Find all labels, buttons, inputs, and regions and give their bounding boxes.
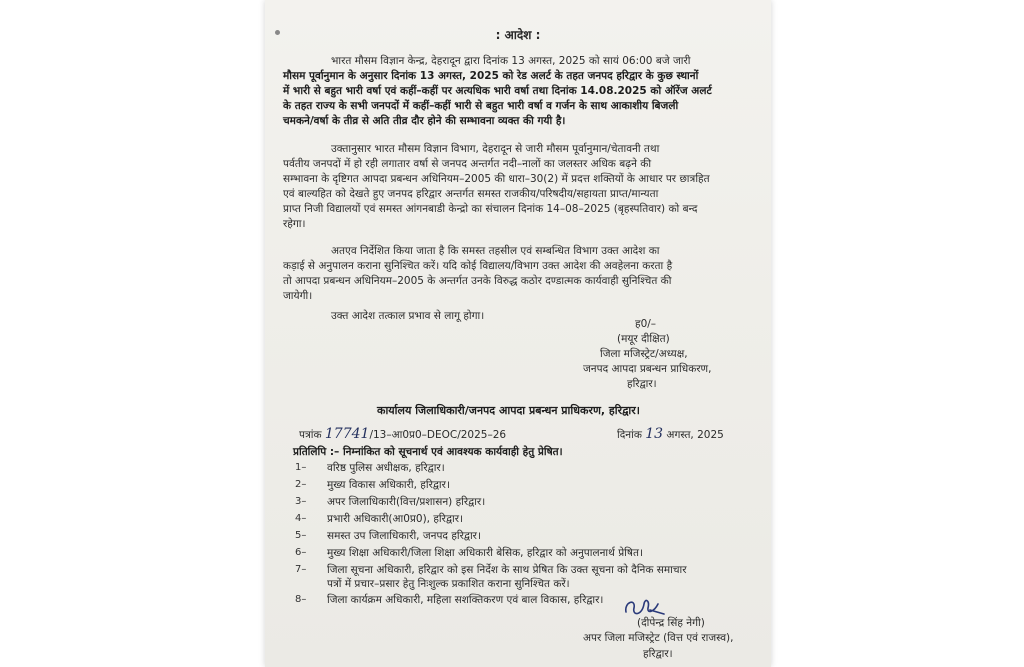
copy-heading: प्रतिलिपि :– निम्नांकित को सूचनार्थ एवं आवश्यक कार्यवाही हेतु प्रेषित। bbox=[293, 446, 563, 458]
signatory2-name: (दीपेन्द्र सिंह नेगी) bbox=[637, 617, 705, 629]
office-line: कार्यालय जिलाधिकारी/जनपद आपदा प्रबन्धन प्राधिकरण, हरिद्वार। bbox=[377, 404, 640, 417]
handwritten-day: 13 bbox=[645, 426, 664, 442]
recipient-number: 4– bbox=[295, 513, 307, 524]
recipient-item: मुख्य विकास अधिकारी, हरिद्वार। bbox=[327, 479, 450, 491]
para2-line: उक्तानुसार भारत मौसम विज्ञान विभाग, देहरादून से जारी मौसम पूर्वानुमान/चेतावनी तथा bbox=[331, 143, 660, 155]
letter-prefix: पत्रांक bbox=[299, 429, 322, 441]
para2-line: सम्भावना के दृष्टिगत आपदा प्रबन्धन अधिनियम–2005 की धारा–30(2) में प्रदत्त शक्तियों के आधार पर छात्रहित bbox=[283, 173, 710, 185]
sd-mark: ह0/– bbox=[635, 318, 657, 330]
recipient-number: 7– bbox=[295, 564, 307, 575]
signatory1-name: (मयूर दीक्षित) bbox=[617, 333, 670, 345]
para1-line: के तहत राज्य के सभी जनपदों में कहीं–कहीं भारी से बहुत भारी वर्षा व गर्जन के साथ आकाशीय बिजली bbox=[283, 100, 679, 112]
para3-line: जायेगी। bbox=[283, 290, 313, 302]
recipient-number: 6– bbox=[295, 547, 307, 558]
signatory1-place: हरिद्वार। bbox=[627, 378, 657, 390]
para2-line: प्राप्त निजी विद्यालयों एवं समस्त आंगनबाडी केन्द्रो का संचालन दिनांक 14–08–2025 (बृहस्पतिवार) को बन्द bbox=[283, 203, 698, 215]
para4-line: उक्त आदेश तत्काल प्रभाव से लागू होगा। bbox=[331, 310, 485, 322]
order-document bbox=[265, 0, 771, 667]
recipient-item: मुख्य शिक्षा अधिकारी/जिला शिक्षा अधिकारी बेसिक, हरिद्वार को अनुपालनार्थ प्रेषित। bbox=[327, 547, 643, 559]
recipient-item: समस्त उप जिलाधिकारी, जनपद हरिद्वार। bbox=[327, 530, 481, 542]
para1-line: भारत मौसम विज्ञान केन्द्र, देहरादून द्वारा दिनांक 13 अगस्त, 2025 को सायं 06:00 बजे जारी bbox=[331, 55, 691, 67]
recipient-number: 5– bbox=[295, 530, 307, 541]
recipient-number: 8– bbox=[295, 594, 307, 605]
recipient-item: जिला कार्यक्रम अधिकारी, महिला सशक्तिकरण एवं बाल विकास, हरिद्वार। bbox=[327, 594, 604, 606]
para3-line: तो आपदा प्रबन्धन अधिनियम–2005 के अन्तर्गत उनके विरुद्ध कठोर दण्डात्मक कार्यवाही सुनिश्चित की bbox=[283, 275, 672, 287]
recipient-item: वरिष्ठ पुलिस अधीक्षक, हरिद्वार। bbox=[327, 462, 445, 474]
letter-date bbox=[617, 428, 724, 442]
para2-line: रहेगा। bbox=[283, 218, 306, 230]
recipient-number: 3– bbox=[295, 496, 307, 507]
recipient-number: 1– bbox=[295, 462, 307, 473]
letter-ref: /13–आ0प्र0–DEOC/2025–26 bbox=[369, 429, 507, 441]
recipient-item: अपर जिलाधिकारी(वित्त/प्रशासन) हरिद्वार। bbox=[327, 496, 486, 508]
date-label: दिनांक bbox=[617, 429, 642, 441]
recipient-item-continued: पत्रों में प्रचार–प्रसार हेतु निःशुल्क प्रकाशित कराना सुनिश्चित करें। bbox=[327, 578, 570, 590]
para3-line: अतएव निर्देशित किया जाता है कि समस्त तहसील एवं सम्बन्धित विभाग उक्त आदेश का bbox=[331, 245, 660, 257]
date-rest: अगस्त, 2025 bbox=[666, 429, 724, 441]
letter-reference bbox=[299, 428, 506, 442]
signatory1-designation: जिला मजिस्ट्रेट/अध्यक्ष, bbox=[600, 348, 688, 360]
para1-line: चमकने/वर्षा के तीव्र से अति तीव्र दौर होने की सम्भावना व्यक्त की गयी है। bbox=[283, 115, 566, 127]
para1-line: मौसम पूर्वानुमान के अनुसार दिनांक 13 अगस्त, 2025 को रेड अलर्ट के तहत जनपद हरिद्वार के कुछ स्थानों bbox=[283, 70, 699, 82]
signatory2-designation: अपर जिला मजिस्ट्रेट (वित्त एवं राजस्व), bbox=[583, 632, 734, 644]
handwritten-number: 17741 bbox=[324, 426, 370, 442]
signature-scribble bbox=[620, 592, 682, 620]
para3-line: कड़ाई से अनुपालन कराना सुनिश्चित करें। यदि कोई विद्यालय/विभाग उक्त आदेश की अवहेलना करता है bbox=[283, 260, 673, 272]
recipient-number: 2– bbox=[295, 479, 307, 490]
para1-line: में भारी से बहुत भारी वर्षा एवं कहीं–कहीं पर अत्यधिक भारी वर्षा तथा दिनांक 14.08.2025 को ऑरेंज अलर्ट bbox=[283, 85, 712, 97]
para2-line: एवं बाल्यहित को देखते हुए जनपद हरिद्वार अन्तर्गत समस्त राजकीय/परिषदीय/सहायता प्राप्त/मान्यता bbox=[283, 188, 659, 200]
recipient-item: प्रभारी अधिकारी(आ0प्र0), हरिद्वार। bbox=[327, 513, 463, 525]
signatory2-place: हरिद्वार। bbox=[643, 648, 673, 660]
para2-line: पर्वतीय जनपदों में हो रही लगातार वर्षा से जनपद अन्तर्गत नदी–नालों का जलस्तर अधिक बढ़ने की bbox=[283, 158, 652, 170]
signatory1-authority: जनपद आपदा प्रबन्धन प्राधिकरण, bbox=[583, 363, 712, 375]
order-heading: : आदेश : bbox=[495, 28, 541, 42]
recipient-item: जिला सूचना अधिकारी, हरिद्वार को इस निर्देश के साथ प्रेषित कि उक्त सूचना को दैनिक समाचार bbox=[327, 564, 687, 576]
